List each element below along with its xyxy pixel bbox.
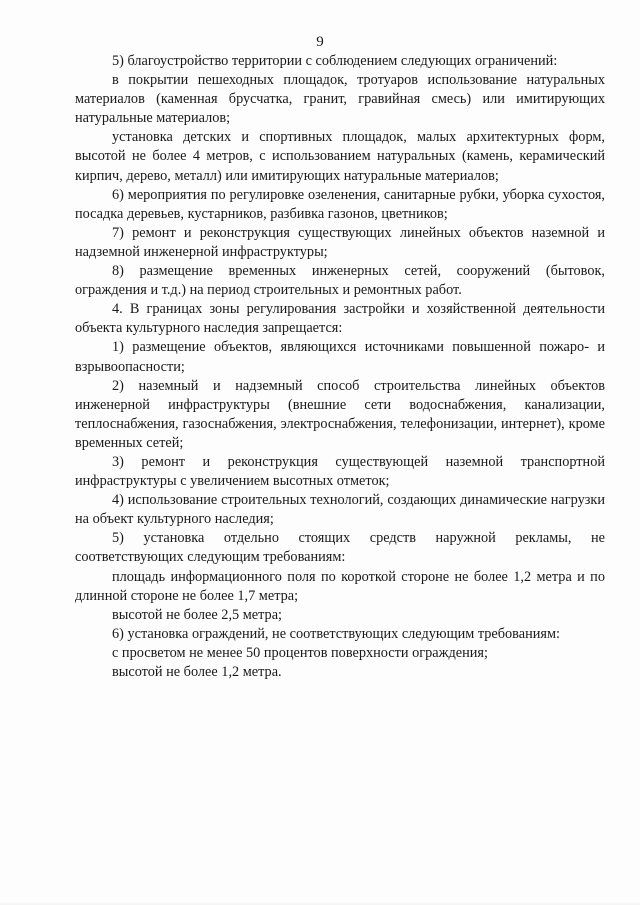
page-number: 9 <box>316 34 324 50</box>
paragraph: 1) размещение объектов, являющихся источниками повышенной пожаро- и взрывоопасности; <box>75 339 605 375</box>
paragraph: 4. В границах зоны регулирования застройки и хозяйственной деятельности объекта культурного наследия запрещается: <box>75 301 605 337</box>
paragraph: 5) установка отдельно стоящих средств наружной рекламы, не соответствующих следующим требованиям: <box>75 530 605 566</box>
paragraph: 4) использование строительных технологий, создающих динамические нагрузки на объект культурного наследия; <box>75 492 605 528</box>
paragraph: площадь информационного поля по короткой стороне не более 1,2 метра и по длинной стороне не более 1,7 метра; <box>75 568 605 604</box>
paragraph: 2) наземный и надземный способ строительства линейных объектов инженерной инфраструктуры (внешние сети водоснабжения, канализации, теплоснабжения, газоснабжения, электроснабжения, телефонизации, интернет), кроме временных сетей; <box>75 377 605 451</box>
paragraph: 3) ремонт и реконструкция существующей наземной транспортной инфраструктуры с увеличением высотных отметок; <box>75 453 605 490</box>
paragraph: 8) размещение временных инженерных сетей, сооружений (бытовок, ограждения и т.д.) на период строительных и ремонтных работ. <box>75 263 605 299</box>
paragraph: 7) ремонт и реконструкция существующих линейных объектов наземной и надземной инженерной инфраструктуры; <box>75 224 605 260</box>
paragraph: 6) мероприятия по регулировке озеленения, санитарные рубки, уборка сухостоя, посадка деревьев, кустарников, разбивка газонов, цветников; <box>75 186 605 222</box>
paragraph: 5) благоустройство территории с соблюдением следующих ограничений: <box>112 53 558 69</box>
document-body <box>75 52 605 682</box>
paragraph: с просветом не менее 50 процентов поверхности ограждения; <box>112 644 488 661</box>
paragraph: установка детских и спортивных площадок, малых архитектурных форм, высотой не более 4 метров, с использованием натуральных (камень, керамический кирпич, дерево, металл) или имитирующих натуральные материалов; <box>75 129 605 184</box>
paragraph: высотой не более 2,5 метра; <box>112 606 283 623</box>
paragraph: в покрытии пешеходных площадок, тротуаров использование натуральных материалов (каменная брусчатка, гранит, гравийная смесь) или имитирующих натуральные материалов; <box>75 72 605 127</box>
paragraph: 6) установка ограждений, не соответствующих следующим требованиям: <box>112 625 560 642</box>
scan-bottom-edge <box>0 901 640 905</box>
paragraph: высотой не более 1,2 метра. <box>112 664 282 680</box>
